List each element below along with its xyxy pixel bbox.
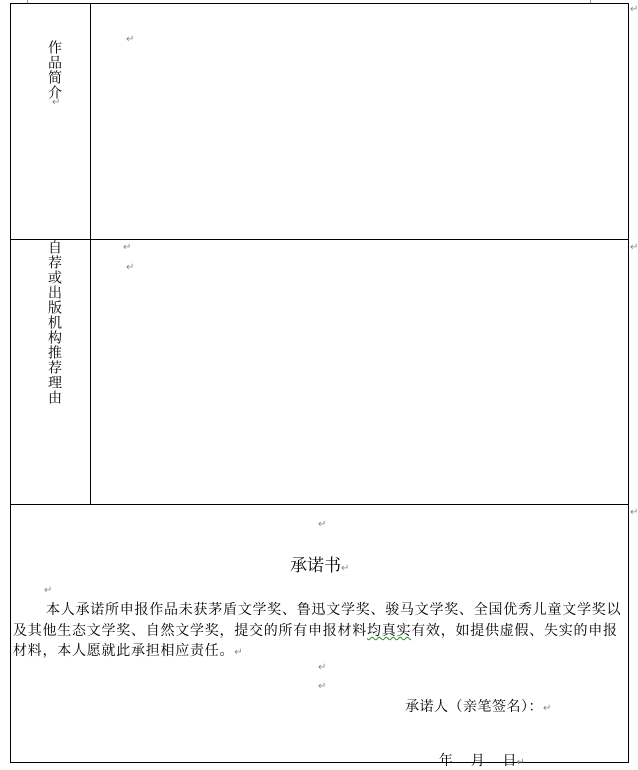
recommendation-cell[interactable] xyxy=(91,240,628,504)
pledge-line-1: 本人承诺所申报作品未获茅盾文学奖、鲁迅文学奖、骏马文学奖、全国优秀儿童文学奖以 xyxy=(46,602,622,618)
row-label-work-intro: 作品简介 xyxy=(46,40,62,100)
paragraph-mark: ↵ xyxy=(341,563,350,574)
pledge-text: 材料，本人愿就此承担相应责任。 xyxy=(13,643,235,659)
table-border-bottom xyxy=(10,762,629,763)
paragraph-mark: ↵ xyxy=(52,97,61,108)
row-end-mark: ↵ xyxy=(630,4,638,15)
paragraph-mark: ↵ xyxy=(516,757,525,768)
row-end-mark: ↵ xyxy=(630,242,638,253)
pledge-title-text: 承诺书 xyxy=(290,556,341,576)
paragraph-mark: ↵ xyxy=(543,703,552,714)
row-end-mark: ↵ xyxy=(630,507,638,518)
paragraph-mark: ↵ xyxy=(44,585,53,596)
work-intro-cell[interactable] xyxy=(91,4,628,239)
date-label: 年 月 日 xyxy=(438,753,517,769)
pledge-text: 及其他生态文学奖、自然文学奖，提交的所有申报材料 xyxy=(13,623,367,639)
paragraph-mark: ↵ xyxy=(126,262,135,273)
paragraph-mark: ↵ xyxy=(123,242,132,253)
paragraph-mark: ↵ xyxy=(318,519,327,530)
pledge-line-3 xyxy=(13,640,243,660)
paragraph-mark: ↵ xyxy=(318,662,327,673)
paragraph-mark: ↵ xyxy=(234,647,244,658)
row-label-recommendation-reason: 自荐或出版机构推荐理由 xyxy=(46,240,62,405)
signature-line xyxy=(405,696,552,716)
pledge-line-2 xyxy=(13,620,618,640)
paragraph-mark: ↵ xyxy=(126,34,135,45)
table-border-right xyxy=(628,3,629,763)
pledge-text: 有效，如提供虚假、失实的申报 xyxy=(411,623,618,639)
signer-label: 承诺人（亲笔签名）： xyxy=(405,699,543,715)
paragraph-mark: ↵ xyxy=(318,681,327,692)
grammar-flagged-text: 均真实 xyxy=(367,623,412,639)
date-line xyxy=(430,734,525,770)
pledge-title xyxy=(290,551,349,576)
